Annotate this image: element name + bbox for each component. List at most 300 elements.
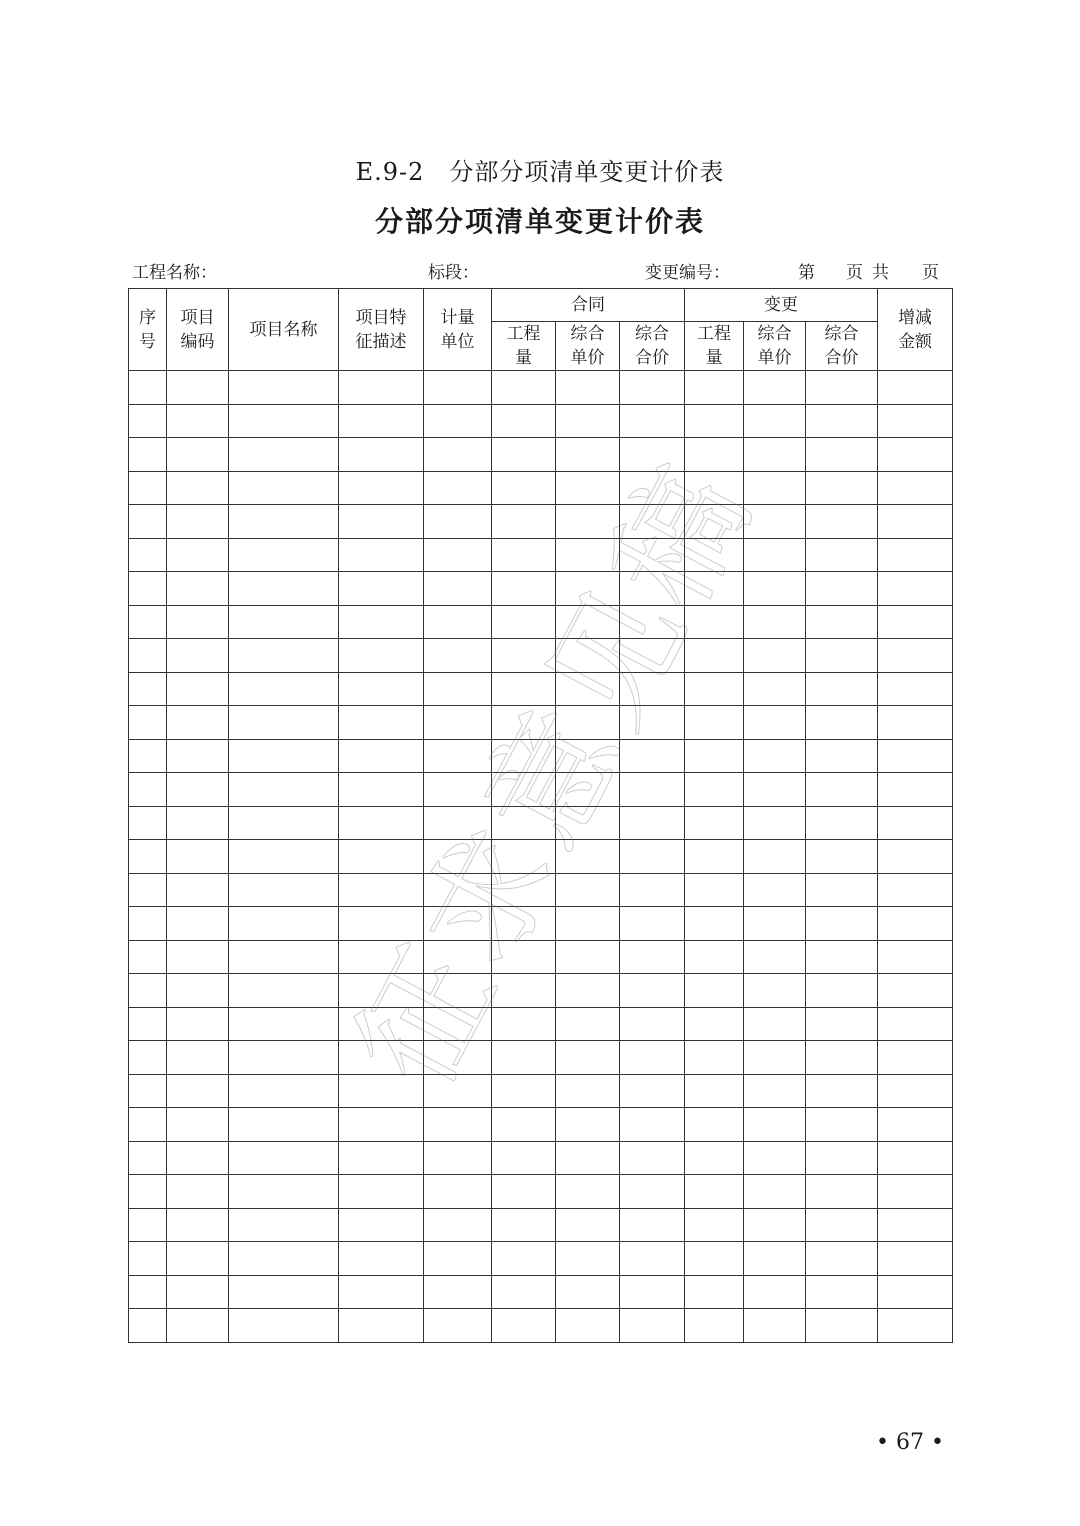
table-cell	[878, 806, 953, 840]
table-cell	[339, 672, 424, 706]
table-cell	[806, 773, 878, 807]
table-row	[129, 639, 953, 673]
table-cell	[492, 1007, 556, 1041]
table-cell	[878, 1041, 953, 1075]
table-cell	[424, 1007, 492, 1041]
table-cell	[229, 605, 339, 639]
table-cell	[744, 1141, 806, 1175]
table-cell	[620, 672, 685, 706]
table-cell	[167, 706, 229, 740]
table-cell	[744, 1074, 806, 1108]
table-row	[129, 371, 953, 405]
table-cell	[685, 538, 744, 572]
table-cell	[620, 605, 685, 639]
table-cell	[744, 605, 806, 639]
table-row	[129, 538, 953, 572]
table-cell	[685, 1074, 744, 1108]
table-cell	[167, 672, 229, 706]
table-cell	[620, 1074, 685, 1108]
table-cell	[878, 1175, 953, 1209]
table-cell	[339, 907, 424, 941]
table-row	[129, 1242, 953, 1276]
table-cell	[229, 438, 339, 472]
table-cell	[620, 1041, 685, 1075]
table-cell	[620, 1242, 685, 1276]
table-row	[129, 1208, 953, 1242]
table-cell	[744, 1309, 806, 1343]
table-cell	[129, 773, 167, 807]
table-cell	[685, 739, 744, 773]
table-cell	[339, 538, 424, 572]
table-cell	[229, 840, 339, 874]
table-row	[129, 471, 953, 505]
table-cell	[744, 974, 806, 1008]
table-cell	[556, 974, 620, 1008]
table-cell	[229, 1141, 339, 1175]
table-cell	[685, 974, 744, 1008]
table-cell	[492, 538, 556, 572]
table-cell	[339, 873, 424, 907]
table-cell	[167, 471, 229, 505]
table-cell	[878, 505, 953, 539]
table-cell	[620, 773, 685, 807]
table-cell	[129, 1208, 167, 1242]
table-cell	[229, 1242, 339, 1276]
table-cell	[806, 1041, 878, 1075]
header-item-name: 项目名称	[229, 289, 339, 371]
table-cell	[878, 639, 953, 673]
table-row	[129, 605, 953, 639]
table-cell	[492, 773, 556, 807]
table-cell	[685, 404, 744, 438]
table-cell	[129, 639, 167, 673]
table-cell	[229, 706, 339, 740]
table-row	[129, 907, 953, 941]
table-cell	[339, 1074, 424, 1108]
table-cell	[424, 371, 492, 405]
table-cell	[339, 639, 424, 673]
table-cell	[620, 371, 685, 405]
table-cell	[878, 1275, 953, 1309]
section-label: E.9-2 分部分项清单变更计价表	[355, 158, 725, 186]
table-cell	[878, 907, 953, 941]
table-cell	[744, 806, 806, 840]
table-cell	[129, 907, 167, 941]
table-cell	[556, 1007, 620, 1041]
table-cell	[424, 471, 492, 505]
table-row	[129, 1074, 953, 1108]
table-cell	[167, 1007, 229, 1041]
table-cell	[129, 1175, 167, 1209]
table-cell	[744, 471, 806, 505]
table-cell	[229, 371, 339, 405]
header-change-group: 变更	[685, 289, 878, 322]
table-cell	[556, 907, 620, 941]
header-seq: 序 号	[129, 289, 167, 371]
table-cell	[685, 1309, 744, 1343]
table-row	[129, 873, 953, 907]
table-cell	[685, 1242, 744, 1276]
table-cell	[492, 739, 556, 773]
table-cell	[167, 1275, 229, 1309]
table-cell	[167, 1041, 229, 1075]
table-cell	[129, 538, 167, 572]
table-cell	[492, 706, 556, 740]
table-cell	[744, 840, 806, 874]
table-cell	[685, 605, 744, 639]
table-cell	[744, 404, 806, 438]
table-cell	[744, 1007, 806, 1041]
table-cell	[229, 1275, 339, 1309]
table-cell	[229, 505, 339, 539]
table-cell	[229, 1074, 339, 1108]
table-cell	[492, 1108, 556, 1142]
table-cell	[744, 739, 806, 773]
table-cell	[878, 840, 953, 874]
table-row	[129, 1007, 953, 1041]
table-row	[129, 1309, 953, 1343]
table-row	[129, 1041, 953, 1075]
table-cell	[806, 1242, 878, 1276]
table-cell	[167, 1208, 229, 1242]
table-cell	[129, 371, 167, 405]
table-cell	[424, 806, 492, 840]
table-cell	[744, 773, 806, 807]
table-cell	[878, 404, 953, 438]
table-cell	[229, 1108, 339, 1142]
table-cell	[167, 605, 229, 639]
table-cell	[685, 639, 744, 673]
table-cell	[424, 1141, 492, 1175]
table-cell	[167, 438, 229, 472]
table-cell	[744, 1275, 806, 1309]
table-cell	[806, 639, 878, 673]
table-row	[129, 404, 953, 438]
table-cell	[492, 1309, 556, 1343]
table-cell	[229, 639, 339, 673]
table-row	[129, 773, 953, 807]
table-cell	[806, 404, 878, 438]
table-cell	[620, 1309, 685, 1343]
table-cell	[556, 438, 620, 472]
table-cell	[685, 806, 744, 840]
table-cell	[685, 572, 744, 606]
table-cell	[806, 706, 878, 740]
table-cell	[339, 1041, 424, 1075]
table-cell	[229, 974, 339, 1008]
table-cell	[620, 1208, 685, 1242]
table-cell	[806, 840, 878, 874]
table-cell	[129, 672, 167, 706]
table-cell	[556, 1074, 620, 1108]
table-cell	[339, 1275, 424, 1309]
table-cell	[556, 605, 620, 639]
table-cell	[556, 1141, 620, 1175]
table-cell	[339, 1242, 424, 1276]
table-cell	[744, 538, 806, 572]
table-cell	[339, 1108, 424, 1142]
table-cell	[556, 940, 620, 974]
table-cell	[229, 907, 339, 941]
table-cell	[339, 1309, 424, 1343]
table-cell	[167, 371, 229, 405]
table-cell	[556, 840, 620, 874]
table-cell	[167, 974, 229, 1008]
table-cell	[129, 572, 167, 606]
table-cell	[167, 639, 229, 673]
table-cell	[806, 672, 878, 706]
table-cell	[129, 974, 167, 1008]
table-cell	[167, 1242, 229, 1276]
table-cell	[878, 572, 953, 606]
table-row	[129, 840, 953, 874]
table-cell	[878, 438, 953, 472]
table-cell	[685, 773, 744, 807]
table-body	[129, 371, 953, 1343]
table-cell	[129, 1108, 167, 1142]
table-cell	[556, 773, 620, 807]
table-cell	[492, 1074, 556, 1108]
table-cell	[492, 840, 556, 874]
table-cell	[229, 1007, 339, 1041]
table-cell	[129, 840, 167, 874]
table-cell	[620, 505, 685, 539]
table-cell	[229, 538, 339, 572]
table-row	[129, 706, 953, 740]
table-cell	[620, 907, 685, 941]
table-cell	[620, 739, 685, 773]
table-cell	[424, 1242, 492, 1276]
table-cell	[685, 371, 744, 405]
table-cell	[806, 907, 878, 941]
table-cell	[620, 538, 685, 572]
table-cell	[339, 1208, 424, 1242]
table-cell	[339, 840, 424, 874]
table-cell	[492, 672, 556, 706]
table-cell	[685, 1007, 744, 1041]
table-cell	[744, 873, 806, 907]
table-cell	[878, 974, 953, 1008]
table-cell	[129, 706, 167, 740]
table-row	[129, 1275, 953, 1309]
table-cell	[556, 1208, 620, 1242]
table-cell	[229, 1041, 339, 1075]
watermark: 征求意见稿	[327, 439, 781, 1111]
header-item-description: 项目特 征描述	[339, 289, 424, 371]
project-name-label: 工程名称：	[132, 263, 217, 283]
table-cell	[620, 806, 685, 840]
table-cell	[878, 605, 953, 639]
table-cell	[229, 773, 339, 807]
table-cell	[492, 572, 556, 606]
table-row	[129, 1141, 953, 1175]
header-contract-group: 合同	[492, 289, 685, 322]
table-cell	[556, 1242, 620, 1276]
table-cell	[556, 505, 620, 539]
table-cell	[685, 1141, 744, 1175]
table-cell	[620, 572, 685, 606]
table-row	[129, 505, 953, 539]
table-cell	[806, 471, 878, 505]
table-cell	[129, 605, 167, 639]
table-cell	[339, 739, 424, 773]
table-cell	[492, 1208, 556, 1242]
table-row	[129, 1175, 953, 1209]
table-cell	[424, 773, 492, 807]
table-cell	[229, 1175, 339, 1209]
table-cell	[806, 873, 878, 907]
header-unit: 计量 单位	[424, 289, 492, 371]
table-cell	[424, 940, 492, 974]
table-cell	[167, 538, 229, 572]
table-cell	[744, 907, 806, 941]
table-cell	[806, 1208, 878, 1242]
table-cell	[424, 605, 492, 639]
table-cell	[744, 1242, 806, 1276]
table-cell	[620, 974, 685, 1008]
table-cell	[129, 1141, 167, 1175]
table-cell	[167, 1074, 229, 1108]
table-cell	[424, 672, 492, 706]
table-cell	[424, 1074, 492, 1108]
table-row	[129, 1108, 953, 1142]
header-contract-quantity: 工程 量	[492, 322, 556, 371]
table-cell	[129, 505, 167, 539]
table-cell	[556, 1108, 620, 1142]
table-cell	[229, 1309, 339, 1343]
table-cell	[229, 471, 339, 505]
table-cell	[878, 1074, 953, 1108]
table-cell	[878, 706, 953, 740]
table-cell	[339, 974, 424, 1008]
table-cell	[167, 806, 229, 840]
table-cell	[339, 505, 424, 539]
table-cell	[492, 806, 556, 840]
table-cell	[556, 706, 620, 740]
header-change-total-price: 综合 合价	[806, 322, 878, 371]
table-cell	[167, 873, 229, 907]
table-cell	[878, 873, 953, 907]
table-cell	[620, 1141, 685, 1175]
table-cell	[685, 840, 744, 874]
table-cell	[806, 739, 878, 773]
table-cell	[806, 1108, 878, 1142]
table-cell	[620, 706, 685, 740]
table-cell	[806, 1175, 878, 1209]
table-cell	[806, 806, 878, 840]
table-cell	[556, 471, 620, 505]
table-cell	[492, 873, 556, 907]
table-cell	[806, 438, 878, 472]
table-cell	[744, 505, 806, 539]
table-cell	[424, 505, 492, 539]
table-cell	[129, 1242, 167, 1276]
section-field-label: 标段：	[428, 263, 479, 283]
table-cell	[620, 639, 685, 673]
table-cell	[129, 873, 167, 907]
table-cell	[167, 907, 229, 941]
table-cell	[685, 1208, 744, 1242]
table-cell	[556, 739, 620, 773]
table-cell	[806, 940, 878, 974]
table-cell	[806, 1309, 878, 1343]
table-cell	[744, 1208, 806, 1242]
table-cell	[685, 471, 744, 505]
table-cell	[806, 371, 878, 405]
table-cell	[424, 873, 492, 907]
table-row	[129, 672, 953, 706]
table-cell	[229, 672, 339, 706]
table-cell	[685, 505, 744, 539]
table-cell	[339, 438, 424, 472]
table-cell	[744, 639, 806, 673]
table-cell	[424, 438, 492, 472]
table-cell	[806, 1074, 878, 1108]
table-cell	[620, 840, 685, 874]
table-cell	[685, 1275, 744, 1309]
table-cell	[556, 1175, 620, 1209]
table-cell	[339, 940, 424, 974]
table-cell	[806, 974, 878, 1008]
table-row	[129, 739, 953, 773]
table-cell	[685, 873, 744, 907]
table-cell	[424, 739, 492, 773]
table-cell	[620, 1275, 685, 1309]
table-cell	[685, 1041, 744, 1075]
table-cell	[744, 706, 806, 740]
table-cell	[620, 438, 685, 472]
table-cell	[167, 940, 229, 974]
table-cell	[129, 739, 167, 773]
page-suffix: 页	[922, 263, 939, 283]
table-cell	[806, 572, 878, 606]
header-change-unit-price: 综合 单价	[744, 322, 806, 371]
table-cell	[492, 471, 556, 505]
table-cell	[878, 739, 953, 773]
header-change-quantity: 工程 量	[685, 322, 744, 371]
table-cell	[229, 739, 339, 773]
table-cell	[806, 605, 878, 639]
header-amount-change: 增减 金额	[878, 289, 953, 371]
table-cell	[744, 572, 806, 606]
table-cell	[229, 940, 339, 974]
table-cell	[339, 471, 424, 505]
table-cell	[744, 1175, 806, 1209]
pricing-table	[128, 288, 953, 1343]
table-cell	[424, 706, 492, 740]
table-cell	[744, 672, 806, 706]
table-cell	[424, 1041, 492, 1075]
table-cell	[620, 471, 685, 505]
table-cell	[620, 940, 685, 974]
table-cell	[339, 371, 424, 405]
page-prefix: 第	[798, 263, 815, 283]
table-cell	[339, 1141, 424, 1175]
table-cell	[492, 639, 556, 673]
table-cell	[620, 1175, 685, 1209]
table-cell	[878, 940, 953, 974]
table-cell	[685, 672, 744, 706]
table-cell	[167, 505, 229, 539]
table-cell	[424, 404, 492, 438]
table-cell	[878, 1242, 953, 1276]
table-cell	[129, 471, 167, 505]
table-cell	[229, 572, 339, 606]
table-cell	[492, 1175, 556, 1209]
table-cell	[878, 538, 953, 572]
table-cell	[492, 605, 556, 639]
table-cell	[424, 572, 492, 606]
